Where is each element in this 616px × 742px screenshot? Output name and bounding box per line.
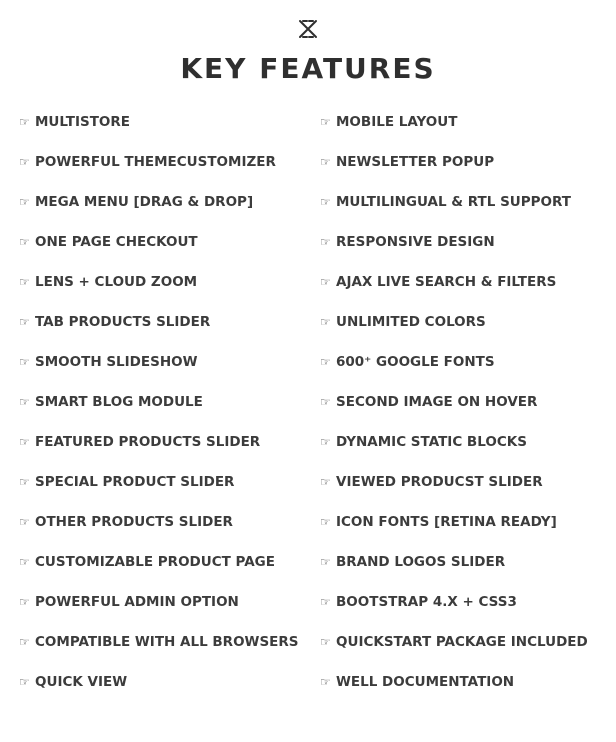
pointing-hand-icon: ☞ [320,635,331,649]
pointing-hand-icon: ☞ [19,155,30,169]
feature-item [19,632,309,672]
feature-item [19,272,309,312]
feature-item [320,272,610,312]
page-title: KEY FEATURES [180,52,436,85]
pointing-hand-icon: ☞ [19,355,30,369]
feature-label: SMOOTH SLIDESHOW [35,354,198,370]
pointing-hand-icon: ☞ [320,555,331,569]
feature-item [320,672,610,712]
feature-label: BOOTSTRAP 4.X + CSS3 [336,594,517,610]
feature-label: BRAND LOGOS SLIDER [336,554,506,570]
feature-label: POWERFUL ADMIN OPTION [35,594,239,610]
pointing-hand-icon: ☞ [320,395,331,409]
feature-item [320,432,610,472]
feature-item [320,392,610,432]
pointing-hand-icon: ☞ [320,115,331,129]
pointing-hand-icon: ☞ [19,555,30,569]
feature-item [19,152,309,192]
pointing-hand-icon: ☞ [320,435,331,449]
feature-label: QUICKSTART PACKAGE INCLUDED [336,634,588,650]
crossed-swords-icon [297,18,319,40]
feature-item [320,472,610,512]
pointing-hand-icon: ☞ [320,155,331,169]
feature-label: QUICK VIEW [35,674,128,690]
feature-item [320,352,610,392]
pointing-hand-icon: ☞ [320,595,331,609]
feature-label: VIEWED PRODUCST SLIDER [336,474,543,490]
feature-label: UNLIMITED COLORS [336,314,486,330]
pointing-hand-icon: ☞ [320,315,331,329]
feature-label: COMPATIBLE WITH ALL BROWSERS [35,634,299,650]
feature-item [19,432,309,472]
feature-item [19,192,309,232]
pointing-hand-icon: ☞ [320,355,331,369]
feature-item [19,552,309,592]
feature-label: 600⁺ GOOGLE FONTS [336,354,495,370]
feature-label: SPECIAL PRODUCT SLIDER [35,474,235,490]
pointing-hand-icon: ☞ [19,315,30,329]
feature-label: SMART BLOG MODULE [35,394,203,410]
feature-list-right [320,112,610,712]
feature-item [320,552,610,592]
pointing-hand-icon: ☞ [19,435,30,449]
feature-label: MOBILE LAYOUT [336,114,458,130]
feature-item [19,112,309,152]
pointing-hand-icon: ☞ [320,235,331,249]
feature-label: FEATURED PRODUCTS SLIDER [35,434,261,450]
feature-item [320,312,610,352]
feature-label: ONE PAGE CHECKOUT [35,234,198,250]
pointing-hand-icon: ☞ [19,635,30,649]
pointing-hand-icon: ☞ [320,475,331,489]
feature-label: CUSTOMIZABLE PRODUCT PAGE [35,554,275,570]
feature-item [320,232,610,272]
pointing-hand-icon: ☞ [19,235,30,249]
feature-label: WELL DOCUMENTATION [336,674,515,690]
pointing-hand-icon: ☞ [320,195,331,209]
feature-label: MULTILINGUAL & RTL SUPPORT [336,194,572,210]
feature-label: MEGA MENU [DRAG & DROP] [35,194,254,210]
feature-label: AJAX LIVE SEARCH & FILTERS [336,274,557,290]
feature-item [19,592,309,632]
feature-item [320,112,610,152]
pointing-hand-icon: ☞ [19,195,30,209]
feature-item [320,192,610,232]
feature-item [19,312,309,352]
feature-item [320,632,610,672]
feature-item [19,392,309,432]
pointing-hand-icon: ☞ [19,595,30,609]
feature-item [19,232,309,272]
pointing-hand-icon: ☞ [320,675,331,689]
pointing-hand-icon: ☞ [19,475,30,489]
pointing-hand-icon: ☞ [19,275,30,289]
feature-label: SECOND IMAGE ON HOVER [336,394,538,410]
feature-item [320,592,610,632]
pointing-hand-icon: ☞ [320,515,331,529]
pointing-hand-icon: ☞ [320,275,331,289]
feature-item [19,472,309,512]
pointing-hand-icon: ☞ [19,395,30,409]
feature-item [320,512,610,552]
feature-item [19,672,309,712]
feature-label: POWERFUL THEMECUSTOMIZER [35,154,276,170]
feature-label: DYNAMIC STATIC BLOCKS [336,434,527,450]
feature-label: TAB PRODUCTS SLIDER [35,314,211,330]
pointing-hand-icon: ☞ [19,515,30,529]
feature-item [320,152,610,192]
feature-label: MULTISTORE [35,114,131,130]
feature-label: RESPONSIVE DESIGN [336,234,495,250]
feature-item [19,512,309,552]
feature-label: LENS + CLOUD ZOOM [35,274,198,290]
feature-label: NEWSLETTER POPUP [336,154,495,170]
feature-list-left [19,112,309,712]
pointing-hand-icon: ☞ [19,675,30,689]
feature-item [19,352,309,392]
pointing-hand-icon: ☞ [19,115,30,129]
feature-label: ICON FONTS [RETINA READY] [336,514,557,530]
feature-label: OTHER PRODUCTS SLIDER [35,514,233,530]
